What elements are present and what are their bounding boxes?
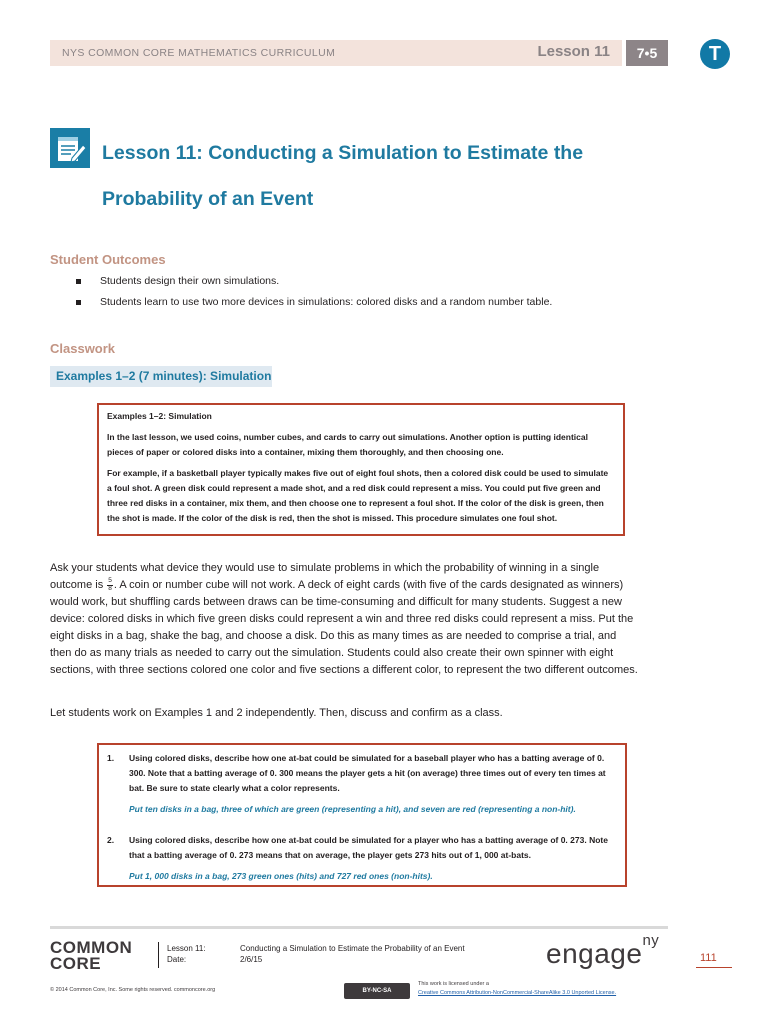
engage-text: engage [546, 938, 643, 969]
common-core-logo [50, 940, 132, 972]
paragraph-text: . A coin or number cube will not work. A deck of eight cards (with five of the cards designated as winners) would work, but shuffling cards between draws can be time-consuming and difficult for many students. Suggest a new device: colored disks in which five green disks could represent a win and three red disks could represent a miss. Put the eight disks in a bag, shake the bag, and choose a disk. Do this as many times as are needed to comprise a trial, and then do as many trials as needed to carry out the simulation. Students could also create their own spinner with eight sections, with three sections colored one color and five sections a different color, to represent the two different outcomes. [50, 579, 638, 676]
exercise-item [107, 751, 617, 823]
exercise-number: 1. [107, 753, 115, 763]
footer-lesson-label: Lesson 11: [167, 944, 206, 953]
logo-line: COMMON [50, 938, 133, 957]
examples-box [97, 403, 625, 536]
page-title-line2: Probability of an Event [102, 188, 314, 210]
copyright-text: © 2014 Common Core, Inc. Some rights reserved. commoncore.org [50, 987, 216, 993]
exercise-answer: Put ten disks in a bag, three of which are green (representing a hit), and seven are red (representing a non-hit). [129, 804, 576, 814]
teacher-paragraph: Let students work on Examples 1 and 2 independently. Then, discuss and confirm as a class. [50, 707, 503, 719]
page-number: 111 [700, 952, 717, 964]
examples-box-paragraph: For example, if a basketball player typically makes five out of eight foul shots, then a colored disk could be used to simulate a foul shot. A green disk could represent a made shot, and a red disk could represent a miss. You could put five green and three red disks in a container, mix them, and then choose one to represent a foul shot. If the color of the disk is green, then the shot is made. If the color of the disk is red, then the shot is missed. This procedure simulates one foul shot. [107, 468, 609, 523]
license-link[interactable]: Creative Commons Attribution-NonCommercial-ShareAlike 3.0 Unported License. [418, 990, 617, 996]
footer-rule [50, 926, 668, 929]
fraction-numerator: 5 [108, 577, 112, 585]
footer-labels [167, 943, 206, 965]
creative-commons-badge: BY-NC-SA [344, 983, 410, 999]
exercise-question: Using colored disks, describe how one at-bat could be simulated for a baseball player who has a batting average of 0. 300. Note that a batting average of 0. 300 means the player gets a hit (on average) three times out of every ten times at bat. Be sure to state clearly what a color represents. [129, 753, 606, 793]
page-number-rule [696, 967, 732, 968]
fraction-denominator: 8 [108, 584, 112, 592]
exercise-question: Using colored disks, describe how one at-bat could be simulated for a player who has a batting average of 0. 273. Note that a batting average of 0. 273 means that on average, the player gets 273 hits out of 1, 000 at-bats. [129, 835, 608, 860]
footer-lesson-title: Conducting a Simulation to Estimate the Probability of an Event [240, 944, 465, 953]
license-text: This work is licensed under a [418, 981, 489, 987]
teacher-paragraph [50, 560, 638, 679]
page-title-line1: Lesson 11: Conducting a Simulation to Estimate the [102, 142, 584, 164]
exercise-number: 2. [107, 835, 115, 845]
engageny-logo [546, 931, 660, 970]
exercise-answer: Put 1, 000 disks in a bag, 273 green ones (hits) and 727 red ones (non-hits). [129, 871, 433, 881]
lesson-notepad-icon [50, 128, 90, 168]
exercises-box [97, 743, 627, 887]
outcomes-list [76, 275, 552, 317]
classwork-heading: Classwork [50, 341, 116, 356]
paragraph-text: Ask your students what device they would use to simulate problems in which the probability of winning in a single outcome is [50, 562, 600, 591]
examples-heading: Examples 1–2 (7 minutes): Simulation [56, 369, 272, 383]
logo-line: CORE [50, 954, 102, 973]
teacher-badge: T [700, 39, 730, 69]
footer-values [240, 943, 465, 965]
student-outcomes-heading: Student Outcomes [50, 252, 166, 267]
fraction-five-eighths [107, 578, 113, 592]
ny-text: ny [642, 931, 660, 949]
footer-divider [158, 942, 159, 968]
outcome-item: Students design their own simulations. [76, 275, 552, 287]
footer-date-label: Date: [167, 955, 187, 964]
examples-box-heading: Examples 1–2: Simulation [107, 411, 212, 421]
outcome-item: Students learn to use two more devices in simulations: colored disks and a random number table. [76, 296, 552, 308]
lesson-label: Lesson 11 [537, 43, 610, 60]
exercise-item [107, 833, 617, 890]
footer-date: 2/6/15 [240, 955, 263, 964]
examples-box-paragraph: In the last lesson, we used coins, number cubes, and cards to carry out simulations. Another option is putting identical pieces of paper or colored disks into a container, mixing them thoroughly, and then choosing one. [107, 432, 588, 457]
module-label: 7•5 [626, 40, 668, 66]
curriculum-label: NYS COMMON CORE MATHEMATICS CURRICULUM [62, 47, 336, 59]
page-title [102, 130, 662, 222]
